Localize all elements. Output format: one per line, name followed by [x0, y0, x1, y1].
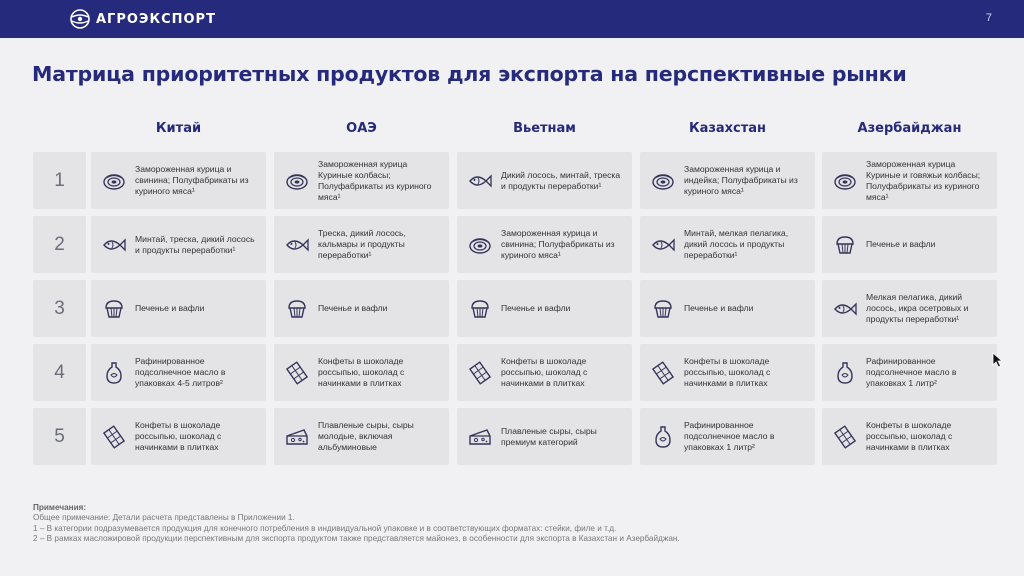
product-cell: [640, 152, 815, 209]
product-cell: [640, 408, 815, 465]
product-text: Минтай, мелкая пелагика, дикий лосось и продукты переработки¹: [684, 228, 789, 260]
note-line: 1 – В категории подразумевается продукция для конечного потребления в индивидуальной упаковке и в соответствующих форматах: стейки, филе и т.д.: [33, 523, 617, 533]
column-header: ОАЭ: [346, 121, 377, 136]
product-cell: [457, 280, 632, 337]
product-text: Дикий лосось, минтай, треска и продукты переработки¹: [501, 169, 621, 191]
rank-cell: 5: [33, 408, 86, 465]
product-text: Конфеты в шоколаде россыпью, шоколад с начинками в плитках: [501, 356, 588, 388]
chocolate-icon: [650, 360, 676, 386]
meat-icon: [101, 168, 127, 194]
oil-icon: [650, 424, 676, 450]
cheese-icon: [467, 424, 493, 450]
muffin-icon: [832, 232, 858, 258]
product-text: Конфеты в шоколаде россыпью, шоколад с начинками в плитках: [135, 420, 222, 452]
column-header: Казахстан: [688, 121, 767, 136]
rank-cell: 2: [33, 216, 86, 273]
product-text: Замороженная курица и свинина; Полуфабрикаты из куриного мяса¹: [135, 164, 249, 196]
meat-icon: [650, 168, 676, 194]
product-text: Рафинированное подсолнечное масло в упаковках 1 литр²: [866, 356, 957, 388]
product-text: Печенье и вафли: [501, 303, 571, 313]
product-text: Рафинированное подсолнечное масло в упаковках 4-5 литров²: [135, 356, 226, 388]
globe-logo-icon: [70, 9, 90, 29]
product-cell: [91, 216, 266, 273]
rank-cell: 3: [33, 280, 86, 337]
product-cell: [457, 216, 632, 273]
meat-icon: [832, 168, 858, 194]
chocolate-icon: [467, 360, 493, 386]
product-cell: [274, 408, 449, 465]
product-text: Конфеты в шоколаде россыпью, шоколад с начинками в плитках: [318, 356, 405, 388]
fish-icon: [650, 232, 676, 258]
meat-icon: [467, 232, 493, 258]
product-text: Печенье и вафли: [318, 303, 388, 313]
product-text: Конфеты в шоколаде россыпью, шоколад с начинками в плитках: [866, 420, 953, 452]
product-cell: [274, 152, 449, 209]
fish-icon: [101, 232, 127, 258]
product-text: Рафинированное подсолнечное масло в упаковках 1 литр²: [684, 420, 775, 452]
column-header: Азербайджан: [857, 121, 962, 136]
product-cell: [91, 344, 266, 401]
product-text: Замороженная курица и свинина; Полуфабрикаты из куриного мяса¹: [501, 228, 615, 260]
top-bar: [0, 0, 1024, 38]
muffin-icon: [101, 296, 127, 322]
page-number: 7: [985, 12, 992, 24]
product-cell: [640, 216, 815, 273]
product-text: Плавленые сыры, сыры премиум категорий: [501, 425, 597, 447]
product-cell: [640, 280, 815, 337]
product-cell: [822, 280, 997, 337]
notes: [33, 503, 993, 545]
product-text: Конфеты в шоколаде россыпью, шоколад с начинками в плитках: [684, 356, 771, 388]
rank-cell: 4: [33, 344, 86, 401]
product-cell: [822, 152, 997, 209]
product-cell: [91, 152, 266, 209]
product-cell: [274, 280, 449, 337]
brand-logo: [70, 9, 216, 29]
product-text: Мелкая пелагика, дикий лосось, икра осетровых и продукты переработки¹: [866, 292, 969, 324]
muffin-icon: [284, 296, 310, 322]
product-cell: [640, 344, 815, 401]
rank-cell: 1: [33, 152, 86, 209]
mouse-cursor-icon: [992, 352, 1004, 368]
cheese-icon: [284, 424, 310, 450]
product-cell: [457, 408, 632, 465]
meat-icon: [284, 168, 310, 194]
muffin-icon: [467, 296, 493, 322]
oil-icon: [832, 360, 858, 386]
fish-icon: [284, 232, 310, 258]
column-header: Вьетнам: [513, 121, 576, 136]
fish-icon: [832, 296, 858, 322]
product-text: Плавленые сыры, сыры молодые, включая альбуминовые: [318, 420, 414, 452]
product-text: Замороженная курица и индейка; Полуфабрикаты из куриного мяса¹: [684, 164, 798, 196]
oil-icon: [101, 360, 127, 386]
product-text: Печенье и вафли: [135, 303, 205, 313]
note-line: 2 – В рамках масложировой продукции перспективным для экспорта продуктом также представляется майонез, в особенности для экспорта в Казахстан и Азербайджан.: [33, 534, 680, 544]
product-text: Минтай, треска, дикий лосось и продукты переработки¹: [135, 233, 255, 255]
product-cell: [822, 344, 997, 401]
brand-name: АГРОЭКСПОРТ: [96, 11, 216, 27]
product-text: Замороженная курица Куриные и говяжьи колбасы; Полуфабрикаты из куриного мяса¹: [866, 158, 981, 202]
page-title: Матрица приоритетных продуктов для экспорта на перспективные рынки: [32, 62, 907, 86]
product-cell: [274, 216, 449, 273]
product-cell: [822, 216, 997, 273]
chocolate-icon: [101, 424, 127, 450]
product-text: Печенье и вафли: [684, 303, 754, 313]
product-text: Печенье и вафли: [866, 239, 936, 249]
chocolate-icon: [832, 424, 858, 450]
product-text: Замороженная курица Куриные колбасы; Полуфабрикаты из куриного мяса¹: [318, 158, 432, 202]
note-line: Общее примечание: Детали расчета представлены в Приложении 1.: [33, 513, 295, 523]
column-header: Китай: [155, 121, 202, 136]
notes-heading: Примечания:: [33, 503, 87, 512]
product-cell: [91, 408, 266, 465]
product-cell: [457, 152, 632, 209]
product-cell: [274, 344, 449, 401]
muffin-icon: [650, 296, 676, 322]
chocolate-icon: [284, 360, 310, 386]
product-cell: [457, 344, 632, 401]
fish-icon: [467, 168, 493, 194]
product-cell: [822, 408, 997, 465]
product-cell: [91, 280, 266, 337]
product-text: Треска, дикий лосось, кальмары и продукты переработки¹: [318, 228, 406, 260]
